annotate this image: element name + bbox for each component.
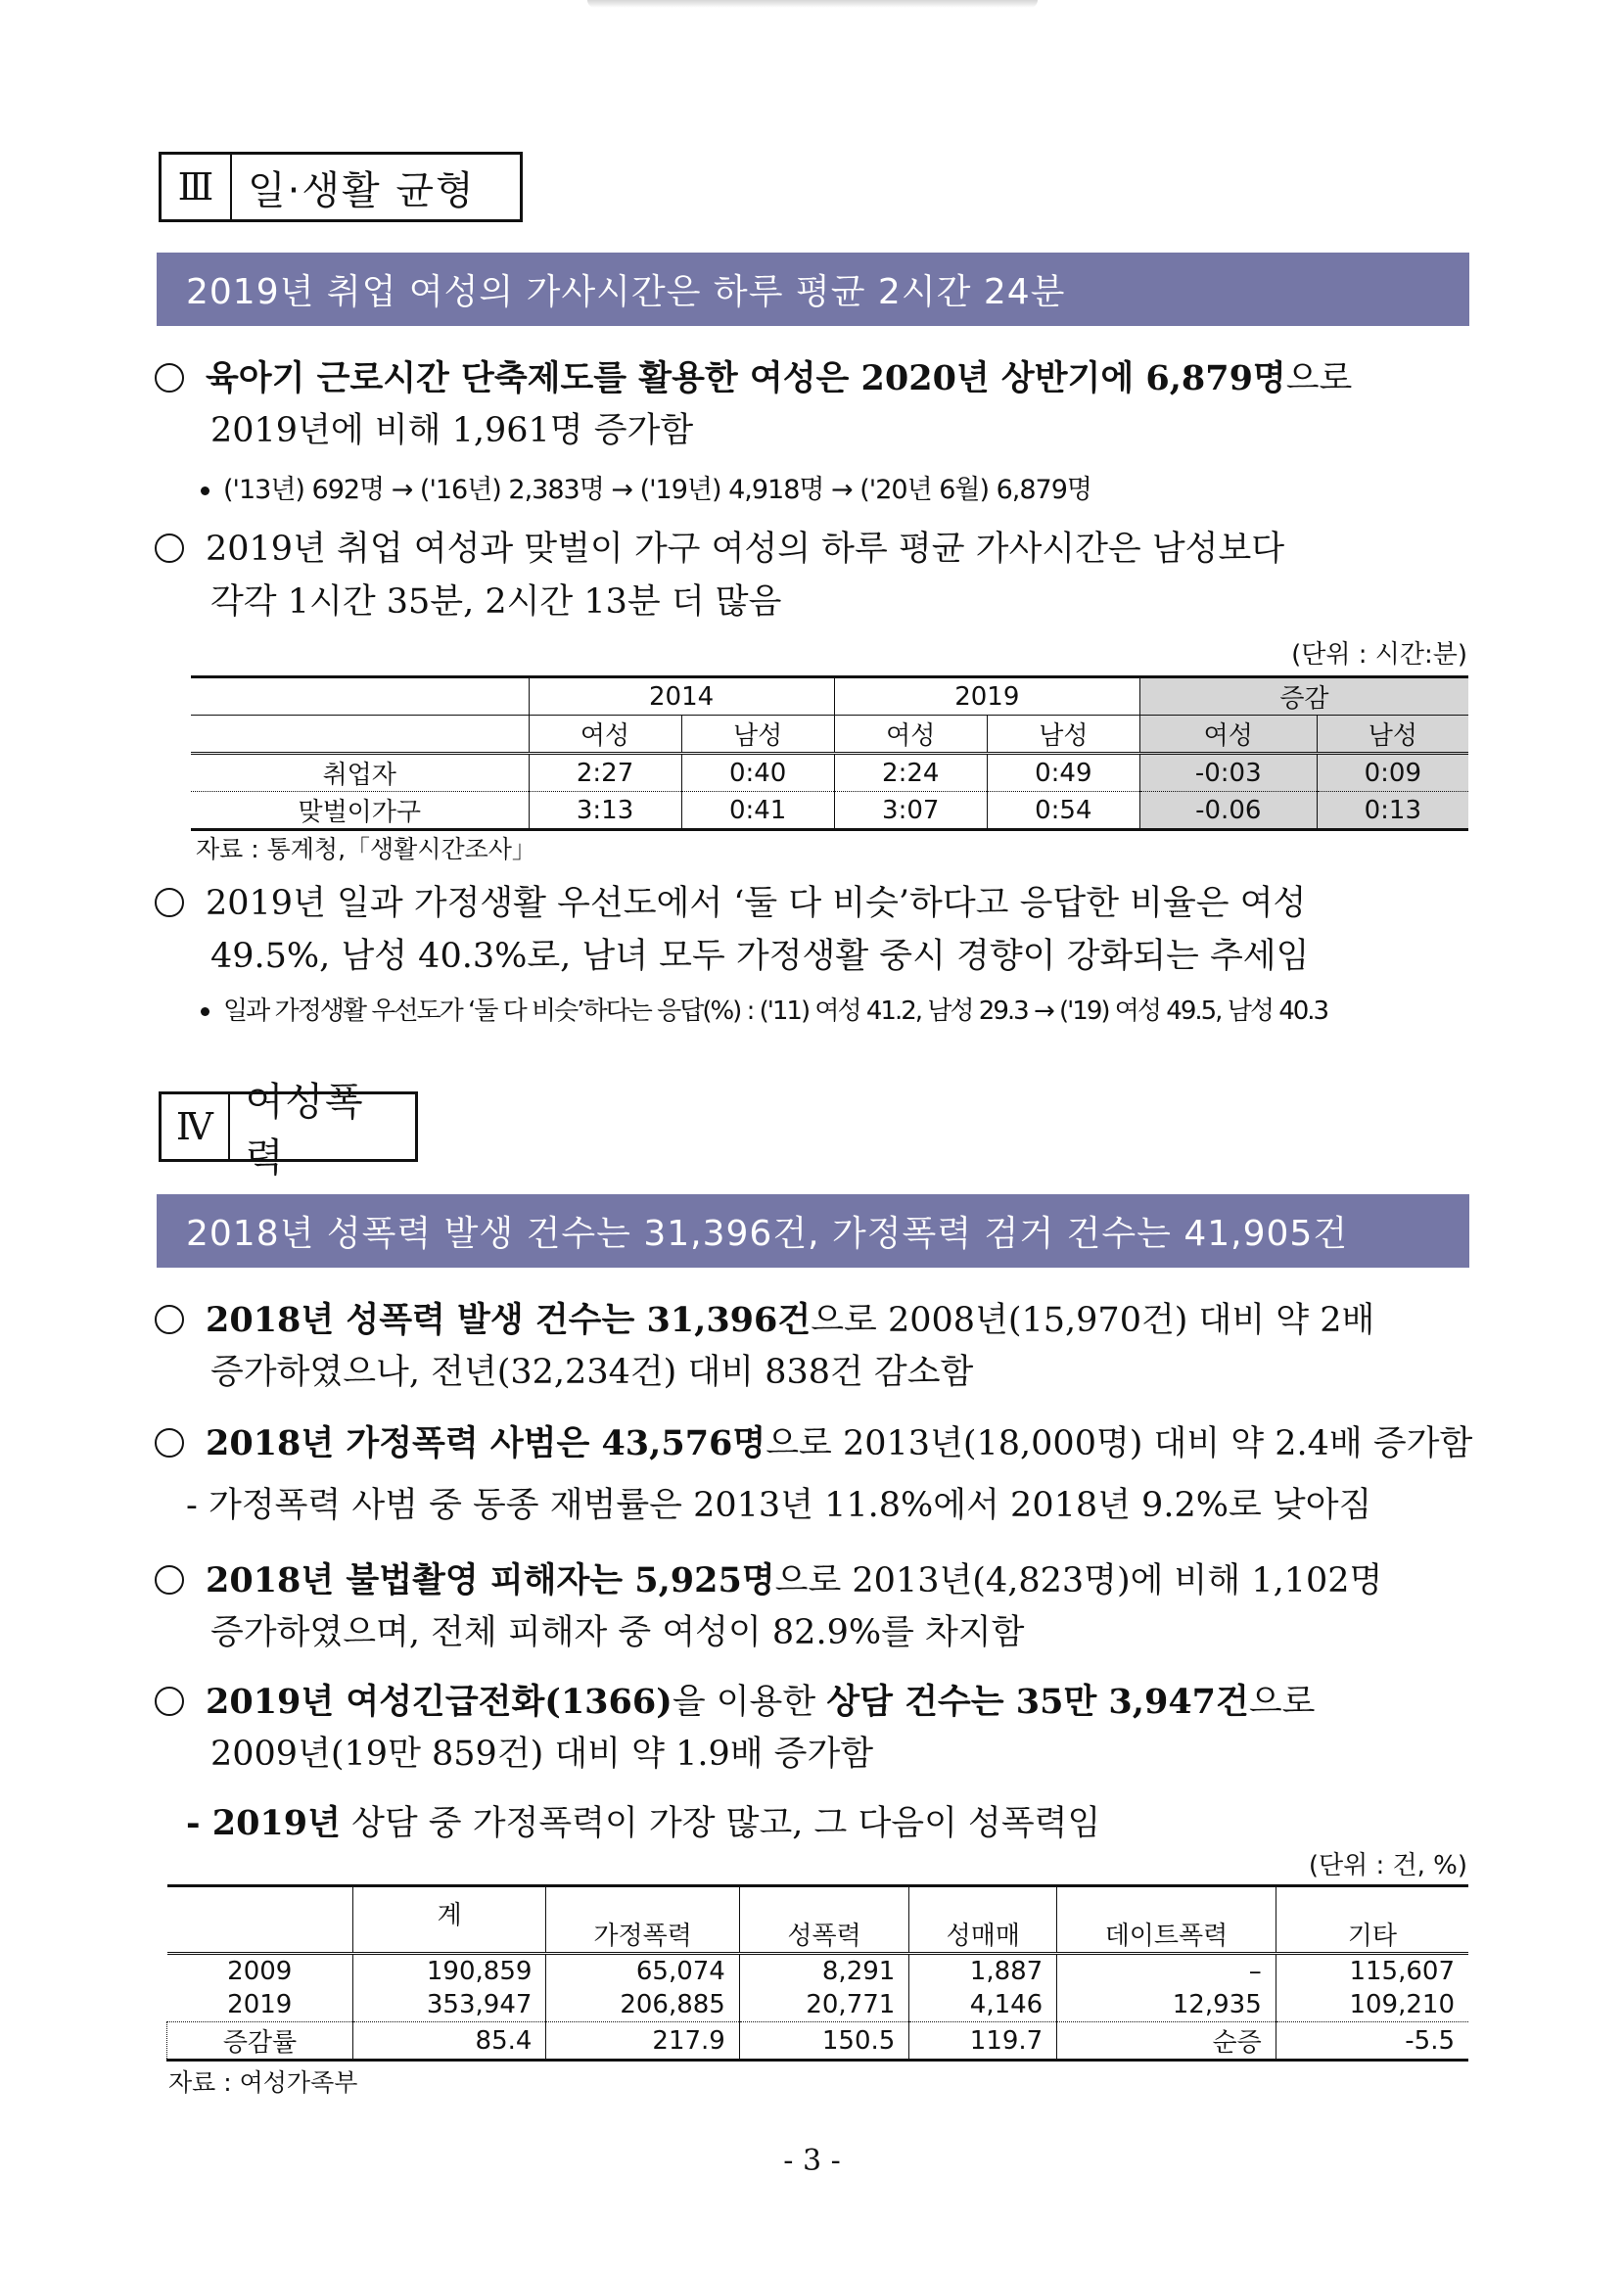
s4-bullet-2-bold: 2018년 가정폭력 사범은 43,576명: [206, 1423, 766, 1463]
table-cell: 12,935: [1057, 1988, 1276, 2022]
section-4-heading: [159, 1080, 418, 1181]
s4-bullet-1-tail: 으로 2008년(15,970건) 대비 약 2배: [811, 1301, 1375, 1340]
table-row: [167, 1988, 1469, 2022]
row-label: 2009: [227, 1957, 293, 1986]
row-label: 취업자: [191, 754, 529, 792]
col-sex: 여성: [834, 716, 987, 754]
table-cell: 115,607: [1276, 1954, 1468, 1989]
s3-bullet-2-line2: 각각 1시간 35분, 2시간 13분 더 많음: [210, 582, 782, 622]
table-cell: 2:27: [529, 754, 681, 792]
section-3-heading: [159, 152, 523, 222]
s4-bullet-3: [155, 1554, 1382, 1607]
section-4-banner: 2018년 성폭력 발생 건수는 31,396건, 가정폭력 검거 건수는 41,905건: [157, 1194, 1469, 1268]
s3-bullet-3-sub-text: 일과 가정생활 우선도가 ‘둘 다 비슷’하다는 응답(%) : ('11) 여성 41.2, 남성 29.3 → ('19) 여성 49.5, 남성 40.3: [223, 996, 1328, 1026]
table-cell: 0:09: [1317, 754, 1468, 792]
row-label: 맞벌이가구: [191, 792, 529, 830]
table-cell: 85.4: [353, 2022, 546, 2061]
table-cell: 65,074: [546, 1954, 739, 1989]
s4-bullet-4-bold2: 상담 건수는 35만 3,947건: [826, 1682, 1249, 1722]
table-cell: 119.7: [909, 2022, 1057, 2061]
s3-bullet-2: [155, 524, 1284, 576]
circle-bullet-icon: [155, 888, 184, 917]
col-total: 계: [353, 1886, 546, 1954]
s3-bullet-1: [155, 352, 1352, 405]
s4-source: 자료 : 여성가족부: [168, 2068, 358, 2097]
s4-bullet-1: [155, 1294, 1374, 1347]
table-header: [167, 1886, 1469, 1954]
s4-bullet-4: [155, 1676, 1315, 1729]
table-cell: 20,771: [739, 1988, 908, 2022]
s3-bullet-1-sub-text: ('13년) 692명 → ('16년) 2,383명 → ('19년) 4,918명 → ('20년 6월) 6,879명: [223, 475, 1091, 505]
s3-source: 자료 : 통계청,「생활시간조사」: [196, 835, 536, 863]
col-sex: 여성: [529, 716, 681, 754]
col-year-2019: 2019: [834, 677, 1139, 716]
table-cell: -0.06: [1139, 792, 1317, 830]
table-cell: 217.9: [546, 2022, 739, 2061]
table-row: [167, 2022, 1469, 2061]
table-header-years: [191, 677, 1468, 716]
col-sexual-violence: 성폭력: [739, 1886, 908, 1954]
circle-bullet-icon: [155, 1687, 184, 1716]
table-cell: 1,887: [909, 1954, 1057, 1989]
table-header-sex: [191, 716, 1468, 754]
table-cell: 순증: [1057, 2022, 1276, 2061]
col-dating-violence: 데이트폭력: [1057, 1886, 1276, 1954]
s3-bullet-1-tail: 으로: [1285, 359, 1353, 398]
s4-unit-note: (단위 : 건, %): [1308, 1851, 1467, 1880]
s3-bullet-1-bold: 육아기 근로시간 단축제도를 활용한 여성은 2020년 상반기에 6,879명: [206, 358, 1286, 398]
section-3-banner: 2019년 취업 여성의 가사시간은 하루 평균 2시간 24분: [157, 253, 1469, 326]
s3-bullet-1-line2: 2019년에 비해 1,961명 증가함: [210, 411, 694, 450]
table-cell: 8,291: [739, 1954, 908, 1989]
section-3-numeral: Ⅲ: [162, 155, 232, 219]
top-edge-shadow: [587, 0, 1038, 8]
circle-bullet-icon: [155, 533, 184, 563]
s4-bullet-4-line2: 2009년(19만 859건) 대비 약 1.9배 증가함: [210, 1735, 874, 1774]
circle-bullet-icon: [155, 1565, 184, 1595]
s3-bullet-3: [155, 878, 1306, 930]
s3-bullet-2-line1: 2019년 취업 여성과 맞벌이 가구 여성의 하루 평균 가사시간은 남성보다: [206, 530, 1285, 569]
s4-bullet-1-bold: 2018년 성폭력 발생 건수는 31,396건: [206, 1300, 812, 1340]
s4-bullet-2: [155, 1417, 1472, 1470]
table-row: [191, 792, 1468, 830]
col-domestic-violence: 가정폭력: [546, 1886, 739, 1954]
table-cell: 0:40: [681, 754, 834, 792]
s4-bullet-4-dash: [186, 1797, 1100, 1850]
col-prostitution: 성매매: [909, 1886, 1057, 1954]
hotline-counseling-table: [166, 1884, 1468, 2062]
row-label: 증감률: [167, 2022, 353, 2061]
section-3-title: 일·생활 균형: [248, 167, 476, 213]
table-cell: 4,146: [909, 1988, 1057, 2022]
table-cell: 2:24: [834, 754, 987, 792]
table-cell: –: [1057, 1954, 1276, 1989]
s4-bullet-4-dash-bold: - 2019년: [186, 1803, 341, 1843]
col-sex: 남성: [987, 716, 1139, 754]
table-cell: -5.5: [1276, 2022, 1468, 2061]
s3-bullet-3-line1: 2019년 일과 가정생활 우선도에서 ‘둘 다 비슷’하다고 응답한 비율은 여성: [206, 884, 1307, 923]
table-row: [191, 754, 1468, 792]
s4-bullet-4-bold1: 2019년 여성긴급전화(1366): [206, 1682, 673, 1722]
s4-bullet-4-tail: 으로: [1248, 1683, 1316, 1722]
s4-bullet-3-tail: 으로 2013년(4,823명)에 비해 1,102명: [774, 1561, 1383, 1600]
circle-bullet-icon: [155, 1428, 184, 1458]
section-4-title: 여성폭력: [245, 1080, 365, 1181]
s4-bullet-2-dash: - 가정폭력 사범 중 동종 재범률은 2013년 11.8%에서 2018년 9.2%로 낮아짐: [186, 1486, 1372, 1525]
table-cell: 109,210: [1276, 1988, 1468, 2022]
col-sex: 남성: [681, 716, 834, 754]
s4-bullet-4-dash-tail: 상담 중 가정폭력이 가장 많고, 그 다음이 성폭력임: [340, 1804, 1101, 1843]
s4-bullet-3-line2: 증가하였으며, 전체 피해자 중 여성이 82.9%를 차지함: [210, 1613, 1025, 1652]
s4-bullet-1-line2: 증가하였으나, 전년(32,234건) 대비 838건 감소함: [210, 1353, 974, 1392]
table-cell: 3:07: [834, 792, 987, 830]
table-cell: 0:13: [1317, 792, 1468, 830]
table-cell: 3:13: [529, 792, 681, 830]
s4-bullet-3-bold: 2018년 불법촬영 피해자는 5,925명: [206, 1560, 775, 1600]
table-row: [167, 1954, 1469, 1989]
s4-bullet-4-mid: 을 이용한: [672, 1683, 827, 1722]
col-sex: 남성: [1317, 716, 1468, 754]
circle-bullet-icon: [155, 1305, 184, 1334]
table-cell: 0:54: [987, 792, 1139, 830]
s4-bullet-2-tail: 으로 2013년(18,000명) 대비 약 2.4배 증가함: [766, 1424, 1473, 1463]
s3-bullet-3-line2: 49.5%, 남성 40.3%로, 남녀 모두 가정생활 중시 경향이 강화되는 추세임: [210, 937, 1310, 976]
section-4-numeral: Ⅳ: [162, 1094, 230, 1159]
dot-bullet-icon: [201, 487, 209, 495]
table-cell: 190,859: [353, 1954, 546, 1989]
table-cell: 0:41: [681, 792, 834, 830]
s3-bullet-3-sub: [201, 991, 1327, 1027]
dot-bullet-icon: [201, 1007, 209, 1016]
table-cell: 0:49: [987, 754, 1139, 792]
s3-bullet-1-sub: [201, 468, 1091, 506]
table-cell: -0:03: [1139, 754, 1317, 792]
housework-time-table: [191, 675, 1468, 831]
table-cell: 206,885: [546, 1988, 739, 2022]
col-other: 기타: [1276, 1886, 1468, 1954]
page-number: - 3 -: [783, 2144, 841, 2178]
s3-unit-note: (단위 : 시간:분): [1291, 640, 1467, 670]
table-cell: 150.5: [739, 2022, 908, 2061]
table-cell: 353,947: [353, 1988, 546, 2022]
col-sex: 여성: [1139, 716, 1317, 754]
circle-bullet-icon: [155, 363, 184, 393]
col-year-2014: 2014: [529, 677, 834, 716]
row-label: 2019: [227, 1990, 293, 2019]
col-change: 증감: [1139, 677, 1468, 716]
